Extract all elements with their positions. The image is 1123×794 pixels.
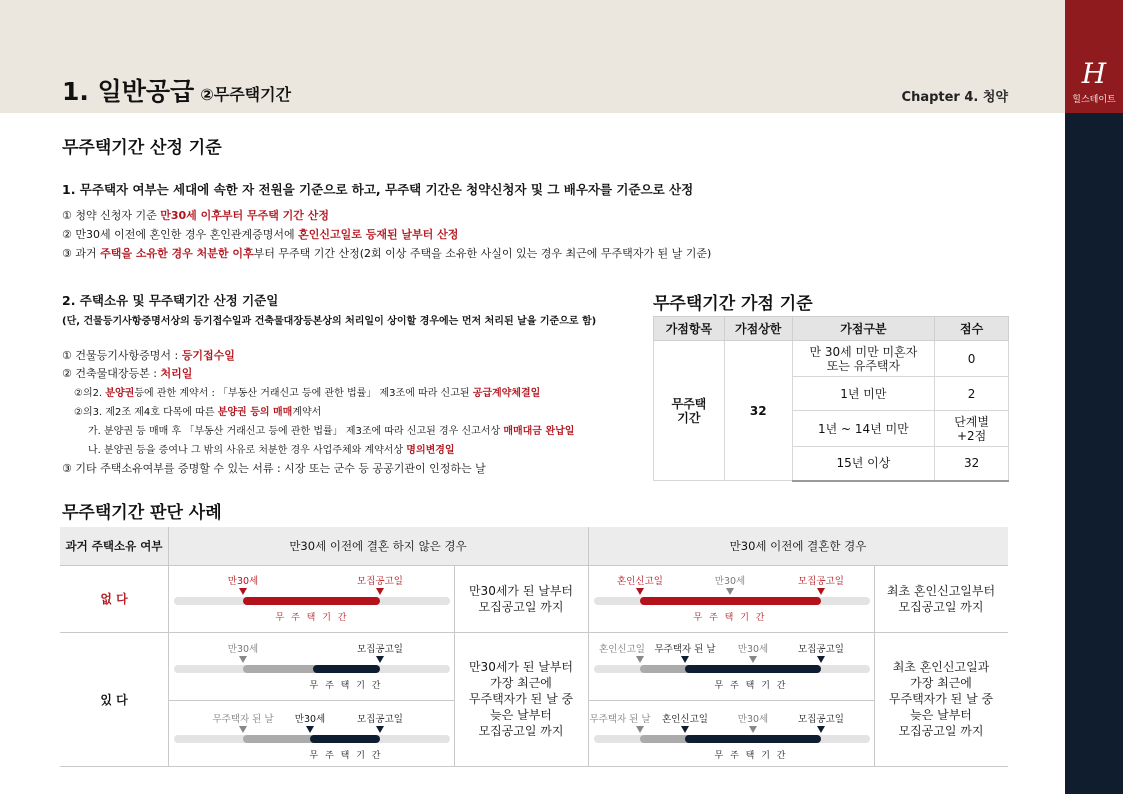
brand-name: 힐스테이트 xyxy=(1072,95,1116,105)
timeline-marker-icon xyxy=(239,588,247,595)
timeline-period-caption: 무 주 택 기 간 xyxy=(714,751,788,761)
grid-divider xyxy=(588,700,874,701)
score-category-cell: 1년 ~ 14년 미만 xyxy=(792,411,935,447)
desc-line: 최초 혼인신고일과 xyxy=(892,660,990,674)
page-title xyxy=(62,72,291,108)
score-points-line-2: +2점 xyxy=(956,428,987,443)
score-item-line-2: 기간 xyxy=(677,410,701,425)
timeline-marker-icon xyxy=(681,726,689,733)
section-title-criteria: 무주택기간 산정 기준 xyxy=(62,138,222,158)
score-table xyxy=(653,316,1009,482)
basis-item-2-sub-1 xyxy=(74,384,540,399)
page-subtitle: ②무주택기간 xyxy=(200,85,292,104)
timeline-label-recruit-date: 모집공고일 xyxy=(357,576,403,587)
timeline-label-marriage: 혼인신고일 xyxy=(617,576,663,587)
timeline-label-nohome-date: 무주택자 된 날 xyxy=(589,714,651,725)
case-row-yes-label: 있 다 xyxy=(100,692,128,707)
case-desc-yes-unmarried xyxy=(454,632,588,766)
timeline-label-recruit-date: 모집공고일 xyxy=(798,714,844,725)
basis-item-2-text: ② 건축물대장등본 : xyxy=(62,367,161,380)
case-desc-none-unmarried xyxy=(454,565,588,632)
basis-item-1-highlight: 등기접수일 xyxy=(181,349,235,362)
basis-item-1-text: ① 건물등기사항증명서 : xyxy=(62,349,182,362)
case-desc-none-married xyxy=(874,565,1008,632)
score-header-item: 가점항목 xyxy=(654,317,725,341)
score-header-points: 점수 xyxy=(935,317,1009,341)
timeline-marker-icon xyxy=(376,588,384,595)
score-category-cell xyxy=(792,341,935,377)
timeline-period-bar xyxy=(685,665,821,673)
timeline-marker-icon xyxy=(376,726,384,733)
timeline-label-age30: 만30세 xyxy=(737,714,769,725)
desc-line: 만30세가 된 날부터 xyxy=(468,583,574,598)
score-category-line-1: 만 30세 미만 미혼자 xyxy=(809,344,918,359)
basis-sub-1-prefix: ②의2. xyxy=(74,388,106,399)
case-desc-yes-married xyxy=(874,632,1008,766)
score-header-category: 가점구분 xyxy=(792,317,935,341)
timeline-period-caption: 무 주 택 기 간 xyxy=(309,681,383,691)
timeline-marker-icon xyxy=(726,588,734,595)
criteria-item-1-text: ① 청약 신청자 기준 xyxy=(62,209,161,222)
basis-sub-1-highlight-2: 공급계약체결일 xyxy=(472,388,541,399)
criteria-item-3-highlight: 주택을 소유한 경우 처분한 이후 xyxy=(100,247,254,260)
basis-sub-2-text: ②의3. 제2조 제4호 다목에 따른 xyxy=(74,407,218,418)
desc-line: 무주택자가 된 날 중 xyxy=(888,692,994,706)
basis-sub-1-text: 등에 관한 계약서 : 「부동산 거래신고 등에 관한 법률」 제3조에 따라 신고된 xyxy=(134,388,473,399)
timeline-owned-bar xyxy=(243,735,320,743)
desc-line: 늦은 날부터 xyxy=(910,708,972,722)
basis-sub-2a-text: 가. 분양권 등 매매 후 「부동산 거래신고 등에 관한 법률」 제3조에 따라 신고된 경우 신고서상 xyxy=(88,426,504,437)
basis-item-3: ③ 기타 주택소유여부를 증명할 수 있는 서류 : 시장 또는 군수 등 공공기관이 인정하는 날 xyxy=(62,462,486,475)
basis-sub-2-tail: 계약서 xyxy=(292,407,322,418)
timeline-marker-icon xyxy=(817,656,825,663)
timeline-label-age30: 만30세 xyxy=(714,576,746,587)
timeline-marker-icon xyxy=(636,726,644,733)
timeline-period-bar xyxy=(313,665,380,673)
basis-sub-2a-highlight: 매매대금 완납일 xyxy=(503,426,575,437)
criteria-heading: 1. 무주택자 여부는 세대에 속한 자 전원을 기준으로 하고, 무주택 기간은 청약신청자 및 그 배우자를 기준으로 산정 xyxy=(62,182,694,197)
basis-date-heading: 2. 주택소유 및 무주택기간 산정 기준일 xyxy=(62,293,279,308)
basis-item-2-highlight: 처리일 xyxy=(160,367,193,380)
criteria-item-2-text: ② 만30세 이전에 혼인한 경우 혼인관계증명서에 xyxy=(62,228,299,241)
chapter-label: Chapter 4. 청약 xyxy=(901,90,1008,105)
timeline-label-marriage: 혼인신고일 xyxy=(662,714,708,725)
case-header-unmarried: 만30세 이전에 결혼 하지 않은 경우 xyxy=(168,527,588,565)
timeline-period-bar xyxy=(685,735,821,743)
timeline-label-age30: 만30세 xyxy=(294,714,326,725)
section-title-cases: 무주택기간 판단 사례 xyxy=(62,503,222,523)
basis-item-2 xyxy=(62,365,192,381)
criteria-item-2-highlight: 혼인신고일로 등재된 날부터 산정 xyxy=(298,228,459,241)
brand-strip-bottom xyxy=(1065,113,1123,794)
timeline-marker-icon xyxy=(817,726,825,733)
timeline-label-age30: 만30세 xyxy=(737,644,769,655)
desc-line: 무주택자가 된 날 중 xyxy=(468,692,574,706)
basis-sub-2b-text: 나. 분양권 등을 증여나 그 밖의 사유로 처분한 경우 사업주체와 계약서상 xyxy=(88,445,407,456)
grid-divider xyxy=(60,766,1008,767)
timeline-period-bar xyxy=(640,597,821,605)
timeline-period-caption: 무 주 택 기 간 xyxy=(714,681,788,691)
desc-line: 늦은 날부터 xyxy=(490,708,552,722)
desc-line: 모집공고일 까지 xyxy=(478,724,564,738)
score-category-cell: 1년 미만 xyxy=(792,377,935,411)
case-row-none-label: 없 다 xyxy=(100,592,128,606)
timeline-period-caption: 무 주 택 기 간 xyxy=(693,613,767,623)
score-category-cell: 15년 이상 xyxy=(792,447,935,481)
score-points-cell: 2 xyxy=(935,377,1009,411)
criteria-item-1-highlight: 만30세 이후부터 무주택 기간 산정 xyxy=(160,209,329,222)
desc-line: 모집공고일 까지 xyxy=(478,599,564,614)
timeline-period-caption: 무 주 택 기 간 xyxy=(309,751,383,761)
score-item-cell xyxy=(654,341,725,481)
timeline-label-recruit-date: 모집공고일 xyxy=(357,644,403,655)
basis-date-note: (단, 건물등기사항증명서상의 등기접수일과 건축물대장등본상의 처리일이 상이할 경우에는 먼저 처리된 날을 기준으로 함) xyxy=(62,316,597,327)
criteria-item-3 xyxy=(62,245,711,261)
basis-item-2-sub-2 xyxy=(74,403,321,418)
timeline-marker-icon xyxy=(749,656,757,663)
basis-item-2-sub-2a xyxy=(88,422,574,437)
timeline-label-marriage: 혼인신고일 xyxy=(599,644,645,655)
timeline-label-recruit-date: 모집공고일 xyxy=(798,576,844,587)
desc-line: 만30세가 된 날부터 xyxy=(468,660,574,674)
basis-item-1 xyxy=(62,347,235,363)
section-title-score: 무주택기간 가점 기준 xyxy=(653,294,813,314)
timeline-label-nohome-date: 무주택자 된 날 xyxy=(654,644,716,655)
grid-divider xyxy=(168,527,169,767)
criteria-item-2 xyxy=(62,226,458,242)
score-max-cell: 32 xyxy=(724,341,792,481)
timeline-label-age30: 만30세 xyxy=(227,644,259,655)
desc-line: 최초 혼인신고일부터 xyxy=(886,583,996,598)
score-header-max: 가점상한 xyxy=(724,317,792,341)
score-points-cell xyxy=(935,411,1009,447)
timeline-label-age30: 만30세 xyxy=(227,576,259,587)
timeline-label-nohome-date: 무주택자 된 날 xyxy=(212,714,274,725)
basis-sub-2-highlight: 분양권 등의 매매 xyxy=(217,407,293,418)
desc-line: 모집공고일 까지 xyxy=(898,724,984,738)
desc-line: 모집공고일 까지 xyxy=(898,599,984,614)
basis-sub-2b-highlight: 명의변경일 xyxy=(406,445,455,456)
criteria-item-3-text: ③ 과거 xyxy=(62,247,101,260)
timeline-marker-icon xyxy=(749,726,757,733)
criteria-item-1 xyxy=(62,207,329,223)
brand-logo-icon: H xyxy=(1081,57,1107,90)
timeline-marker-icon xyxy=(239,726,247,733)
timeline-marker-icon xyxy=(306,726,314,733)
timeline-marker-icon xyxy=(239,656,247,663)
case-header-ownership: 과거 주택소유 여부 xyxy=(60,527,168,565)
timeline-marker-icon xyxy=(376,656,384,663)
grid-divider xyxy=(588,527,589,767)
timeline-period-caption: 무 주 택 기 간 xyxy=(275,613,349,623)
timeline-period-bar xyxy=(243,597,380,605)
timeline-marker-icon xyxy=(636,656,644,663)
timeline-marker-icon xyxy=(817,588,825,595)
case-header-married: 만30세 이전에 결혼한 경우 xyxy=(588,527,1008,565)
grid-divider xyxy=(168,700,454,701)
timeline-owned-bar xyxy=(243,665,323,673)
score-points-line-1: 단계별 xyxy=(954,414,989,429)
score-points-cell: 0 xyxy=(935,341,1009,377)
page-title-main: 1. 일반공급 xyxy=(62,77,195,106)
basis-sub-1-highlight-1: 분양권 xyxy=(105,388,135,399)
criteria-item-3-tail: 부터 무주택 기간 산정(2회 이상 주택을 소유한 사실이 있는 경우 최근에 무주택자가 된 날 기준) xyxy=(253,247,712,260)
timeline-period-bar xyxy=(310,735,380,743)
timeline-label-recruit-date: 모집공고일 xyxy=(798,644,844,655)
score-category-line-2: 또는 유주택자 xyxy=(826,358,901,373)
case-table xyxy=(60,527,1008,767)
timeline-label-recruit-date: 모집공고일 xyxy=(357,714,403,725)
desc-line: 가장 최근에 xyxy=(910,676,972,690)
basis-item-2-sub-2b xyxy=(88,441,455,456)
timeline-marker-icon xyxy=(636,588,644,595)
score-item-line-1: 무주택 xyxy=(671,396,707,411)
score-points-cell: 32 xyxy=(935,447,1009,481)
desc-line: 가장 최근에 xyxy=(490,676,552,690)
timeline-marker-icon xyxy=(681,656,689,663)
